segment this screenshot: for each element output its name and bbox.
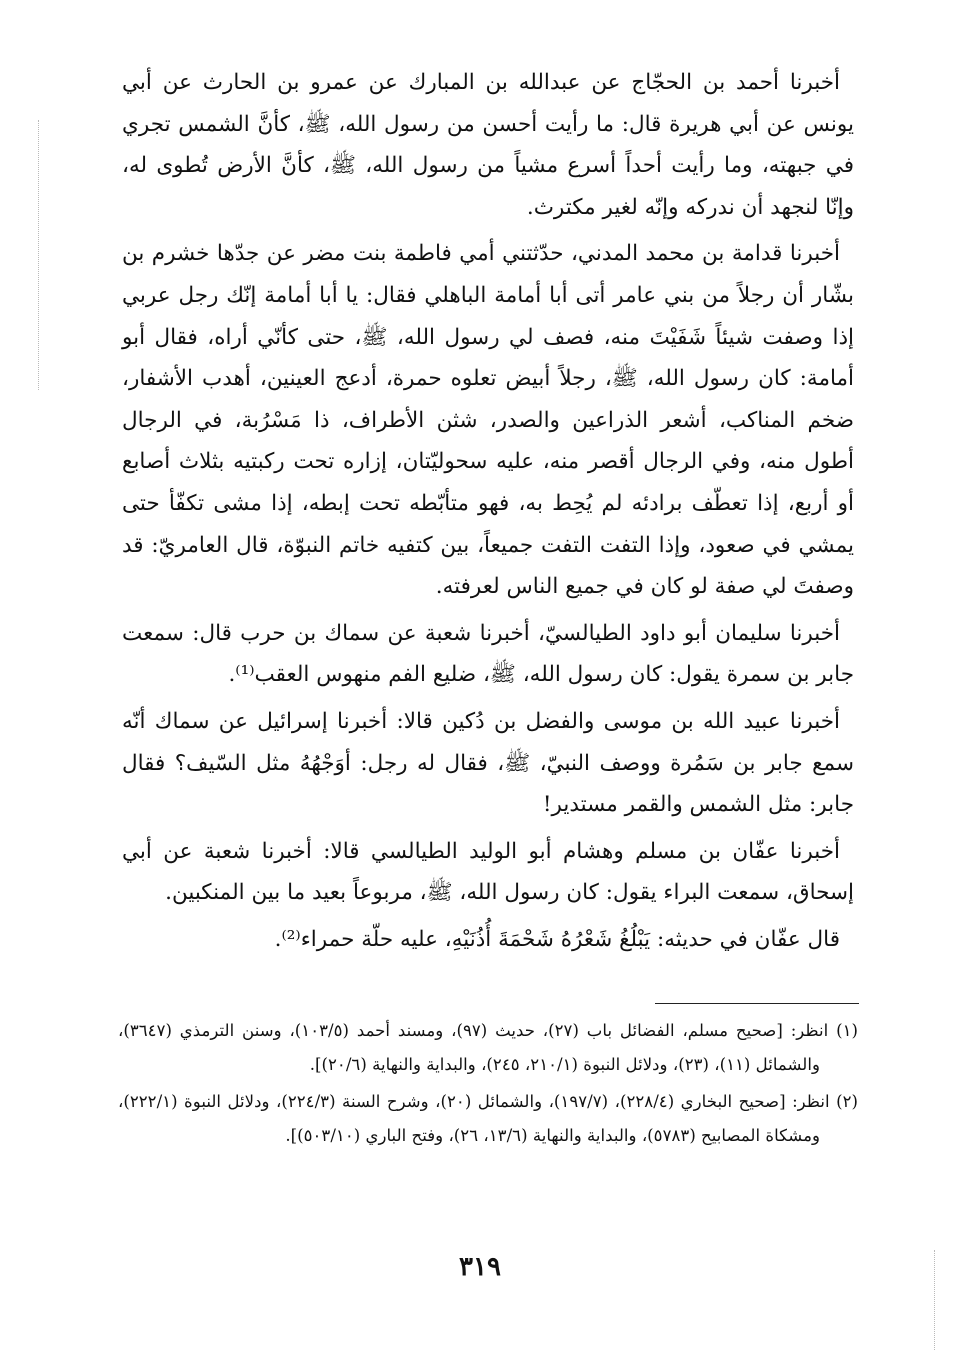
scan-edge-mark-left — [38, 120, 39, 390]
footnote-divider — [655, 1003, 859, 1004]
paragraph-2: أخبرنا قدامة بن محمد المدني، حدّثتني أمي فاطمة بنت مضر عن جدّها خشرم بن بشّار أن رجلاً من بني عامر أتى أبا أمامة الباهلي فقال: يا أبا أمامة إنّك رجل عربي إذا وصفت شيئاً شَفَيْتَ منه، فصف لي رسول الله، ﷺ، حتى كأنّي أراه، فقال أبو أمامة: كان رسول الله، ﷺ، رجلاً أبيض تعلوه حمرة، أدعج العينين، أهدب الأشفار، ضخم المناكب، أشعر الذراعين والصدر، شثن الأطراف، ذا مَسْرُبة، في الرجال أطول منه، وفي الرجال أقصر منه، عليه سحوليّتان، إزاره تحت ركبتيه بثلاث أصابع أو أربع، إذا تعطّف برادئه لم يُحِط به، فهو متأبّطه تحت إبطه، إذا مشى تكفّأ حتى يمشي في صعود، وإذا التفت التفت جميعاً، بين كتفيه خاتم النبوّة، قال العامريّ: قد وصفتَ لي صفة لو كان في جميع الناس لعرفته. — [122, 241, 854, 600]
main-text — [122, 62, 854, 965]
footnote-1: (١) انظر: [صحيح مسلم، الفضائل باب (٢٧)، حديث (٩٧)، ومسند أحمد (١٠٣/٥)، وسنن الترمذي (٣٦٤٧)، والشمائل (١١)، (٢٣)، ودلائل النبوة (٢١٠/١، ٢٤٥)، والبداية والنهاية (٢٠/٦)]. — [118, 1021, 858, 1074]
paragraph-3: أخبرنا سليمان أبو داود الطيالسيّ، أخبرنا شعبة عن سماك بن حرب قال: سمعت جابر بن سمرة يقول: كان رسول الله، ﷺ، ضليع الفم منهوس العقب⁽¹⁾. — [122, 620, 854, 688]
paragraph-4: أخبرنا عبيد الله بن موسى والفضل بن دُكين قالا: أخبرنا إسرائيل عن سماك أنّه سمع جابر بن سَمُرة ووصف النبيّ، ﷺ، فقال له رجل: أوَجْهُهُ مثل السّيف؟ فقال جابر: مثل الشمس والقمر مستدير! — [122, 708, 854, 818]
paragraph-1: أخبرنا أحمد بن الحجّاج عن عبدالله بن المبارك عن عمرو بن الحارث عن أبي يونس عن أبي هريرة قال: ما رأيت أحسن من رسول الله، ﷺ، كأنَّ الشمس تجري في جبهته، وما رأيت أحداً أسرع مشياً من رسول الله، ﷺ، كأنَّ الأرض تُطوى له، وإنّا لنجهد أن ندركه وإنّه لغير مكترث. — [122, 70, 854, 220]
footnote-2: (٢) انظر: [صحيح البخاري (٢٢٨/٤)، (١٩٧/٧)، والشمائل (٢٠)، وشرح السنة (٢٢٤/٣)، ودلائل النبوة (٢٢٢/١)، ومشكاة المصابيح (٥٧٨٣)، والبداية والنهاية (١٣/٦، ٢٦)، وفتح الباري (٥٠٣/١٠)]. — [118, 1092, 859, 1145]
scan-edge-mark-right — [934, 1250, 935, 1350]
footnotes — [118, 1014, 858, 1156]
paragraph-5: أخبرنا عفّان بن مسلم وهشام أبو الوليد الطيالسي قالا: أخبرنا شعبة عن أبي إسحاق، سمعت البراء يقول: كان رسول الله، ﷺ، مربوعاً بعيد ما بين المنكبين. — [122, 838, 854, 906]
page-number: ٣١٩ — [459, 1252, 501, 1282]
paragraph-6: قال عفّان في حديثه: يَبْلُغُ شَعْرُهُ شَحْمَةَ أُذُنَيْهِ، عليه حلّة حمراء⁽²⁾. — [274, 926, 840, 952]
